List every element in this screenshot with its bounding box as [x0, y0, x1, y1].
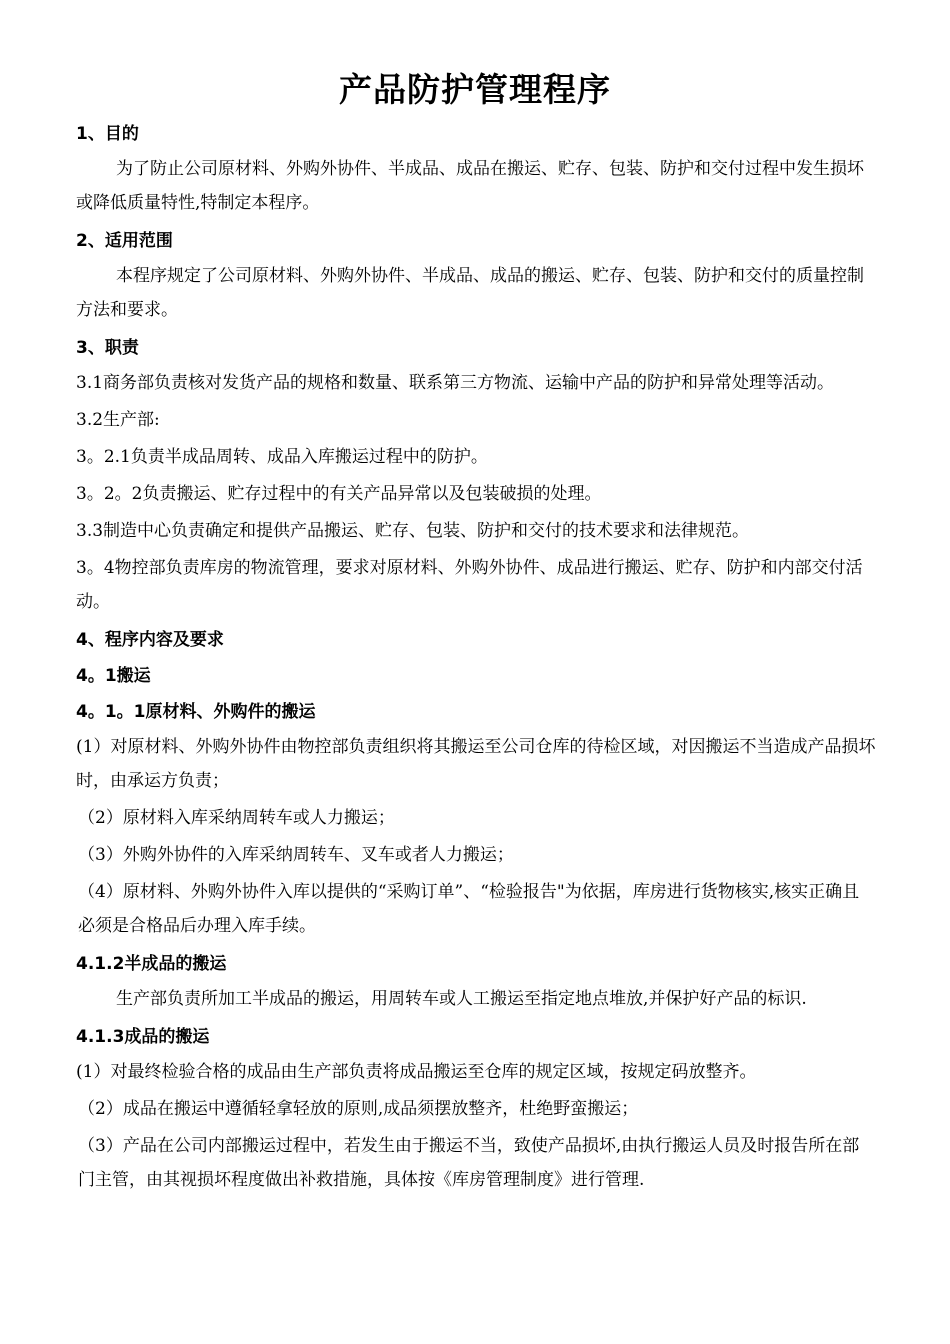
- list-item-4-1-1-2: （2）原材料入库采纳周转车或人力搬运；: [78, 808, 395, 828]
- document-title: 产品防护管理程序: [339, 70, 611, 109]
- paragraph-4-1-2: 生产部负责所加工半成品的搬运，用周转车或人工搬运至指定地点堆放,并保护好产品的标识.: [116, 989, 807, 1009]
- paragraph-3-2: 3.2生产部:: [76, 410, 160, 430]
- subsection-heading-4-1-2: 4.1.2半成品的搬运: [76, 954, 227, 974]
- section-heading-purpose: 1、目的: [76, 124, 139, 144]
- paragraph-3-4: 3。4物控部负责库房的物流管理，要求对原材料、外购外协件、成品进行搬运、贮存、防护和内部交付活动。: [76, 558, 863, 612]
- paragraph-3-2-1: 3。2.1负责半成品周转、成品入库搬运过程中的防护。: [76, 447, 488, 467]
- subsection-heading-4-1-3: 4.1.3成品的搬运: [76, 1027, 210, 1047]
- paragraph-purpose: 为了防止公司原材料、外购外协件、半成品、成品在搬运、贮存、包装、防护和交付过程中发生损坏或降低质量特性,特制定本程序。: [76, 159, 864, 213]
- list-item-4-1-1-1: (1）对原材料、外购外协件由物控部负责组织将其搬运至公司仓库的待检区域，对因搬运不当造成产品损坏时，由承运方负责；: [76, 737, 876, 791]
- section-heading-procedure: 4、程序内容及要求: [76, 630, 224, 650]
- subsection-heading-4-1: 4。1搬运: [76, 666, 151, 686]
- document-body: [76, 116, 876, 1200]
- list-item-4-1-3-3: （3）产品在公司内部搬运过程中，若发生由于搬运不当，致使产品损坏,由执行搬运人员及时报告所在部门主管，由其视损坏程度做出补救措施，具体按《库房管理制度》进行管理.: [78, 1136, 860, 1190]
- list-item-4-1-3-2: （2）成品在搬运中遵循轻拿轻放的原则,成品须摆放整齐，杜绝野蛮搬运；: [78, 1099, 639, 1119]
- subsection-heading-4-1-1: 4。1。1原材料、外购件的搬运: [76, 702, 316, 722]
- paragraph-scope: 本程序规定了公司原材料、外购外协件、半成品、成品的搬运、贮存、包装、防护和交付的质量控制方法和要求。: [76, 266, 864, 320]
- paragraph-3-1: 3.1商务部负责核对发货产品的规格和数量、联系第三方物流、运输中产品的防护和异常处理等活动。: [76, 373, 835, 393]
- list-item-4-1-1-4: （4）原材料、外购外协件入库以提供的“采购订单”、“检验报告"为依据，库房进行货物核实,核实正确且必须是合格品后办理入库手续。: [78, 882, 860, 936]
- list-item-4-1-3-1: (1）对最终检验合格的成品由生产部负责将成品搬运至仓库的规定区域，按规定码放整齐。: [76, 1062, 757, 1082]
- section-heading-responsibilities: 3、职责: [76, 338, 139, 358]
- section-heading-scope: 2、适用范围: [76, 231, 173, 251]
- list-item-4-1-1-3: （3）外购外协件的入库采纳周转车、叉车或者人力搬运；: [78, 845, 514, 865]
- paragraph-3-3: 3.3制造中心负责确定和提供产品搬运、贮存、包装、防护和交付的技术要求和法律规范。: [76, 521, 750, 541]
- paragraph-3-2-2: 3。2。2负责搬运、贮存过程中的有关产品异常以及包装破损的处理。: [76, 484, 602, 504]
